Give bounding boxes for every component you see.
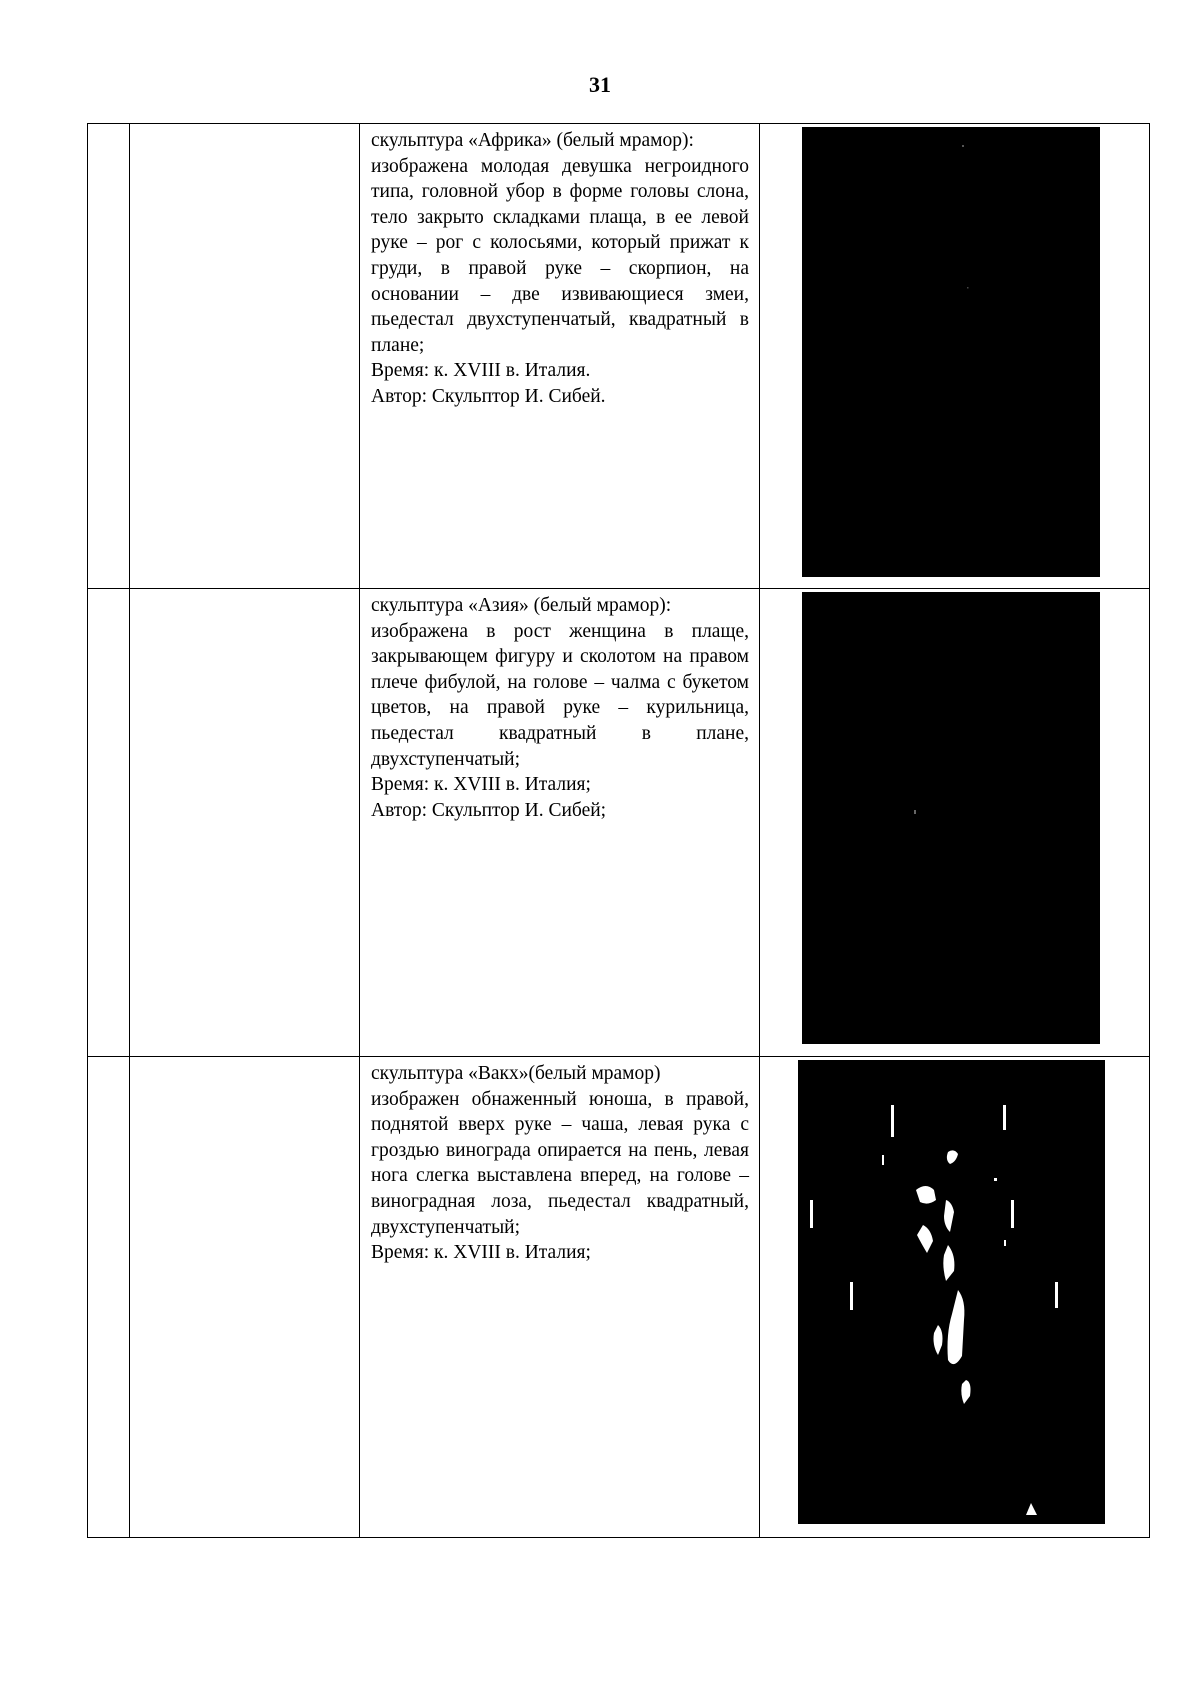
name-cell — [130, 589, 360, 1057]
entry-description: изображена в рост женщина в плаще, закрывающем фигуру и сколотом на правом плече фибулой, на голове – чалма с букетом цветов, на правой руке – курильница, пьедестал квадратный в плане, двухступенчатый; — [371, 620, 749, 770]
photo-image — [798, 1060, 1105, 1524]
sculpture-photo-bacchus — [798, 1060, 1105, 1524]
entry-title: скульптура «Вакх»(белый мрамор) — [371, 1063, 661, 1084]
index-cell — [88, 124, 130, 589]
name-cell — [130, 124, 360, 589]
entry-author: Автор: Скульптор И. Сибей; — [371, 799, 607, 821]
entry-title: скульптура «Африка» (белый мрамор): — [371, 130, 694, 151]
name-cell — [130, 1057, 360, 1538]
photo-cell — [760, 1057, 1150, 1538]
table-row — [88, 124, 1150, 589]
entry-time: Время: к. XVIII в. Италия; — [371, 1242, 591, 1264]
entry-time: Время: к. XVIII в. Италия. — [371, 360, 591, 382]
description-cell — [360, 1057, 760, 1538]
photo-image — [802, 592, 1100, 1044]
entry-title: скульптура «Азия» (белый мрамор): — [371, 595, 672, 616]
index-cell — [88, 1057, 130, 1538]
description-cell — [360, 124, 760, 589]
table-row — [88, 1057, 1150, 1538]
index-cell — [88, 589, 130, 1057]
sculpture-photo-asia — [802, 592, 1100, 1044]
table-row — [88, 589, 1150, 1057]
description-cell — [360, 589, 760, 1057]
photo-image — [802, 127, 1100, 577]
photo-cell — [760, 124, 1150, 589]
entry-description: изображен обнаженный юноша, в правой, поднятой вверх руке – чаша, левая рука с гроздью винограда опирается на пень, левая нога слегка выставлена вперед, на голове – виноградная лоза, пьедестал квадратный, двухступенчатый; — [371, 1088, 749, 1238]
entry-description: изображена молодая девушка негроидного типа, головной убор в форме головы слона, тело закрыто складками плаща, в ее левой руке – рог с колосьями, который прижат к груди, в правой руке – скорпион, на основании – две извивающиеся змеи, пьедестал двухступенчатый, квадратный в плане; — [371, 155, 749, 356]
entry-time: Время: к. XVIII в. Италия; — [371, 774, 591, 796]
entry-author: Автор: Скульптор И. Сибей. — [371, 385, 606, 407]
page-number: 31 — [589, 72, 611, 97]
photo-cell — [760, 589, 1150, 1057]
sculpture-table — [87, 123, 1150, 1538]
sculpture-photo-africa — [802, 127, 1100, 577]
